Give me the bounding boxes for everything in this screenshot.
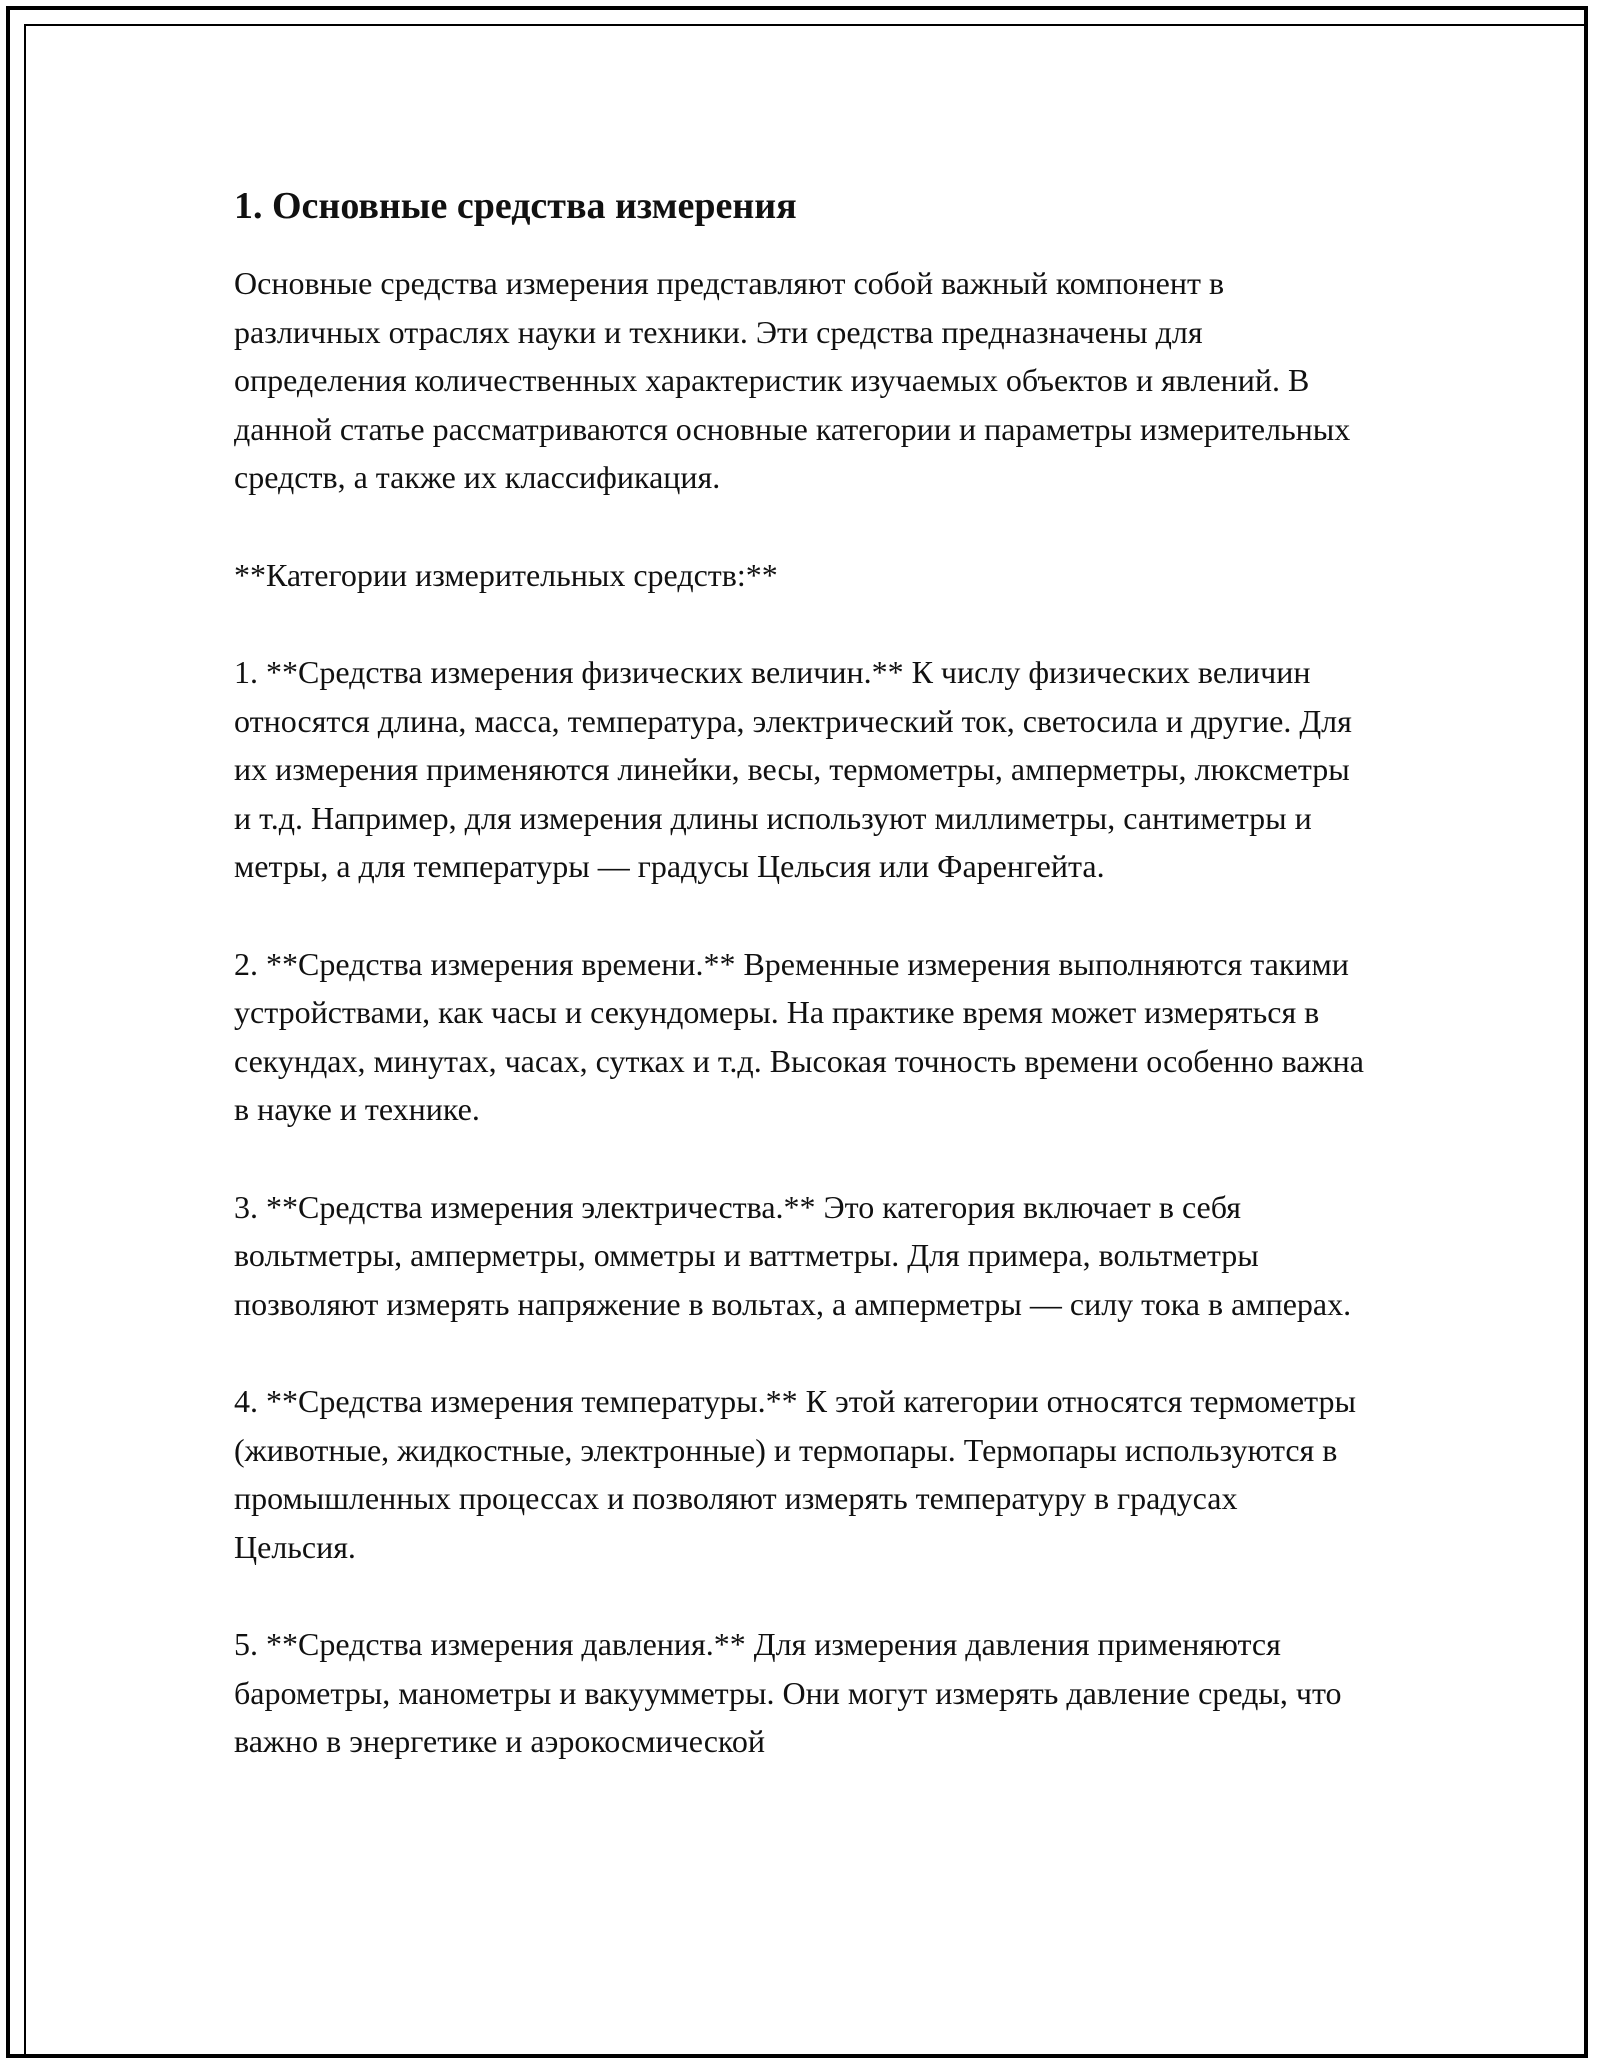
list-item-temperature: 4. **Средства измерения температуры.** К этой категории относятся термометры (животные, жидкостные, электронные) и термопары. Термопары используются в промышленных процессах и позволяют измерять температуру в градусах Цельсия. [234, 1383, 1356, 1565]
list-item-pressure: 5. **Средства измерения давления.** Для измерения давления применяются барометры, манометры и вакуумметры. Они могут измерять давление среды, что важно в энергетике и аэрокосмической [234, 1626, 1342, 1760]
intro-paragraph: Основные средства измерения представляют собой важный компонент в различных отраслях науки и техники. Эти средства предназначены для определения количественных характеристик изучаемых объектов и явлений. В данной статье рассматриваются основные категории и параметры измерительных средств, а также их классификация. [234, 265, 1351, 496]
list-item-time: 2. **Средства измерения времени.** Временные измерения выполняются такими устройствами, как часы и секундомеры. На практике время может измеряться в секундах, минутах, часах, сутках и т.д. Высокая точность времени особенно важна в науке и технике. [234, 945, 1364, 1128]
categories-heading: **Категории измерительных средств:** [234, 556, 778, 593]
list-item-electricity: 3. **Средства измерения электричества.** Это категория включает в себя вольтметры, амперметры, омметры и ваттметры. Для примера, вольтметры позволяют измерять напряжение в вольтах, а амперметры — силу тока в амперах. [234, 1188, 1352, 1322]
list-item-physical: 1. **Средства измерения физических величин.** К числу физических величин относятся длина, масса, температура, электрический ток, светосила и другие. Для их измерения применяются линейки, весы, термометры, амперметры, люксметры и т.д. Например, для измерения длины используют миллиметры, сантиметры и метры, а для температуры — градусы Цельсия или Фаренгейта. [234, 654, 1352, 885]
document-body [234, 182, 1364, 1815]
document-title: 1. Основные средства измерения [234, 185, 797, 227]
